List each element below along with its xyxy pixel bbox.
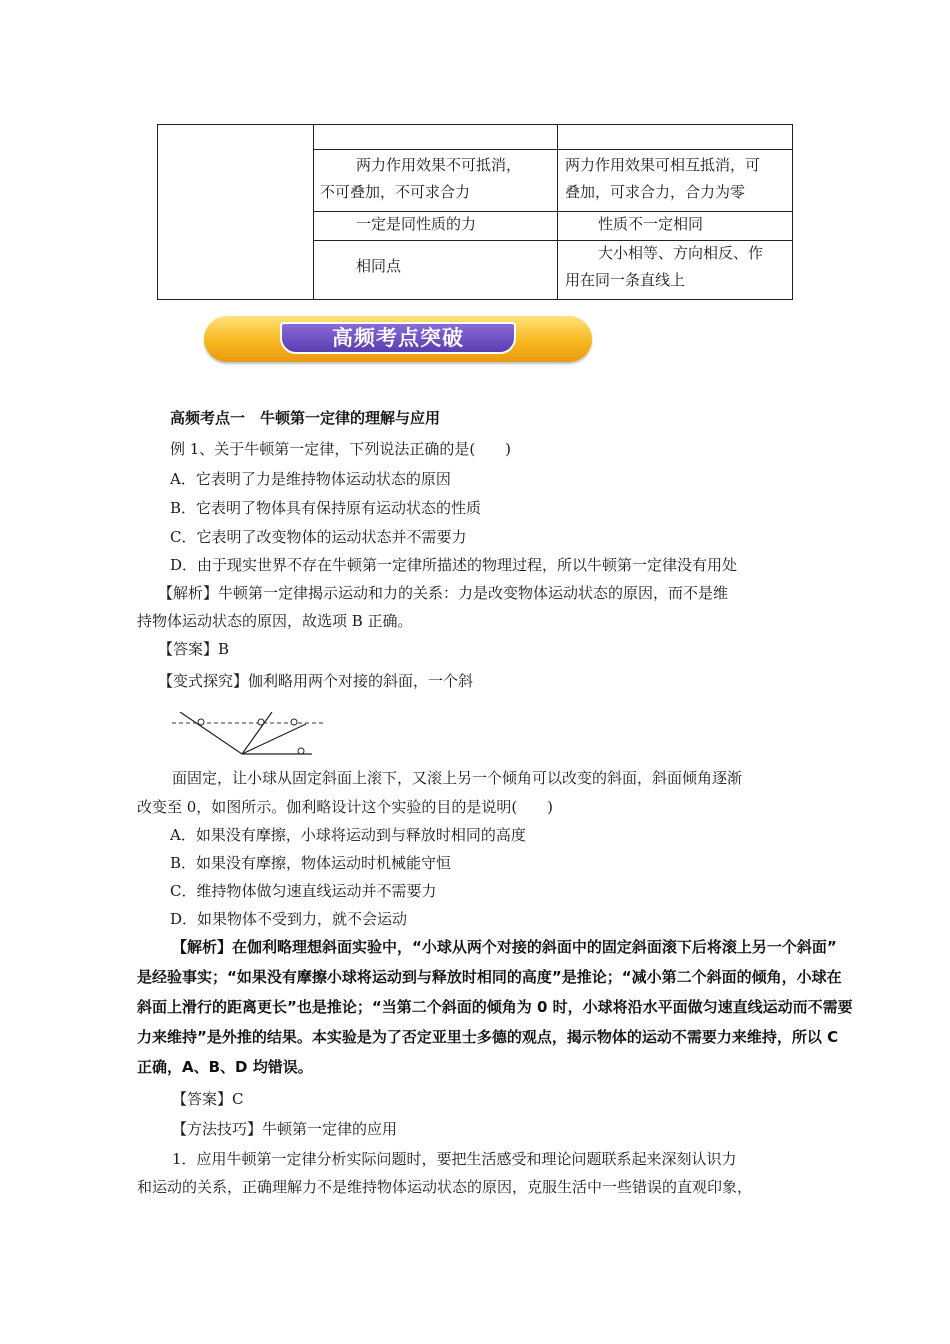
analysis-text: 是经验事实；“如果没有摩擦小球将运动到与释放时相同的高度”是推论；“减小第二个斜面的倾角，小球在: [137, 968, 842, 986]
table-cell: 相同点: [356, 257, 402, 275]
option-d: D．如果物体不受到力，就不会运动: [170, 910, 408, 928]
banner-label-box: [280, 322, 516, 354]
option-b: B．它表明了物体具有保持原有运动状态的性质: [170, 499, 482, 517]
table-cell: 叠加，可求合力，合力为零: [565, 183, 746, 201]
variant-intro: 【变式探究】伽利略用两个对接的斜面，一个斜: [158, 672, 474, 690]
analysis-text: 力来维持”是外推的结果。本实验是为了否定亚里士多德的观点，揭示物体的运动不需要力来维持，所以 C: [137, 1028, 839, 1046]
table-cell: 性质不一定相同: [598, 215, 704, 233]
method-text: 1．应用牛顿第一定律分析实际问题时，要把生活感受和理论问题联系起来深刻认识力: [172, 1150, 737, 1168]
analysis-text: 【解析】牛顿第一定律揭示运动和力的关系：力是改变物体运动状态的原因，而不是维: [158, 584, 729, 602]
option-d: D．由于现实世界不存在牛顿第一定律所描述的物理过程，所以牛顿第一定律没有用处: [170, 556, 738, 574]
variant-text: 改变至 0，如图所示。伽利略设计这个实验的目的是说明( ): [137, 798, 554, 816]
analysis-text: 【解析】在伽利略理想斜面实验中，“小球从两个对接的斜面中的固定斜面滚下后将滚上另一个斜面”: [172, 938, 837, 956]
question-text: 例 1、关于牛顿第一定律，下列说法正确的是( ): [170, 440, 512, 458]
table-cell: 两力作用效果可相互抵消，可: [565, 156, 761, 174]
option-b: B．如果没有摩擦，物体运动时机械能守恒: [170, 854, 452, 872]
banner-title: 高频考点突破: [332, 326, 464, 350]
analysis-text: 斜面上滑行的距离更长”也是推论；“当第二个斜面的倾角为 0 时，小球将沿水平面做匀速直线运动而不需要: [137, 998, 853, 1016]
analysis-text: 正确，A、B、D 均错误。: [137, 1058, 313, 1076]
incline-diagram: [172, 712, 328, 760]
table-cell: 大小相等、方向相反、作: [598, 244, 764, 262]
table-divider: [557, 125, 558, 299]
table-cell: 两力作用效果不可抵消，: [356, 156, 522, 174]
method-title: 【方法技巧】牛顿第一定律的应用: [172, 1120, 398, 1138]
table-cell: 用在同一条直线上: [565, 271, 686, 289]
option-a: A．如果没有摩擦，小球将运动到与释放时相同的高度: [170, 826, 526, 844]
table-cell: 一定是同性质的力: [356, 215, 477, 233]
option-c: C．维持物体做匀速直线运动并不需要力: [170, 882, 437, 900]
method-text: 和运动的关系，正确理解力不是维持物体运动状态的原因，克服生活中一些错误的直观印象，: [137, 1178, 753, 1196]
comparison-table: [157, 124, 793, 300]
answer-text: 【答案】B: [158, 640, 230, 658]
table-divider: [313, 149, 792, 150]
answer-text: 【答案】C: [172, 1090, 244, 1108]
analysis-text: 持物体运动状态的原因，故选项 B 正确。: [137, 612, 413, 630]
section-heading: 高频考点一 牛顿第一定律的理解与应用: [170, 409, 441, 427]
section-banner: [204, 316, 592, 362]
option-a: A．它表明了力是维持物体运动状态的原因: [170, 470, 451, 488]
variant-text: 面固定，让小球从固定斜面上滚下，又滚上另一个倾角可以改变的斜面，斜面倾角逐渐: [172, 769, 743, 787]
table-divider: [313, 125, 314, 299]
table-cell: 不可叠加，不可求合力: [320, 183, 471, 201]
option-c: C．它表明了改变物体的运动状态并不需要力: [170, 528, 467, 546]
